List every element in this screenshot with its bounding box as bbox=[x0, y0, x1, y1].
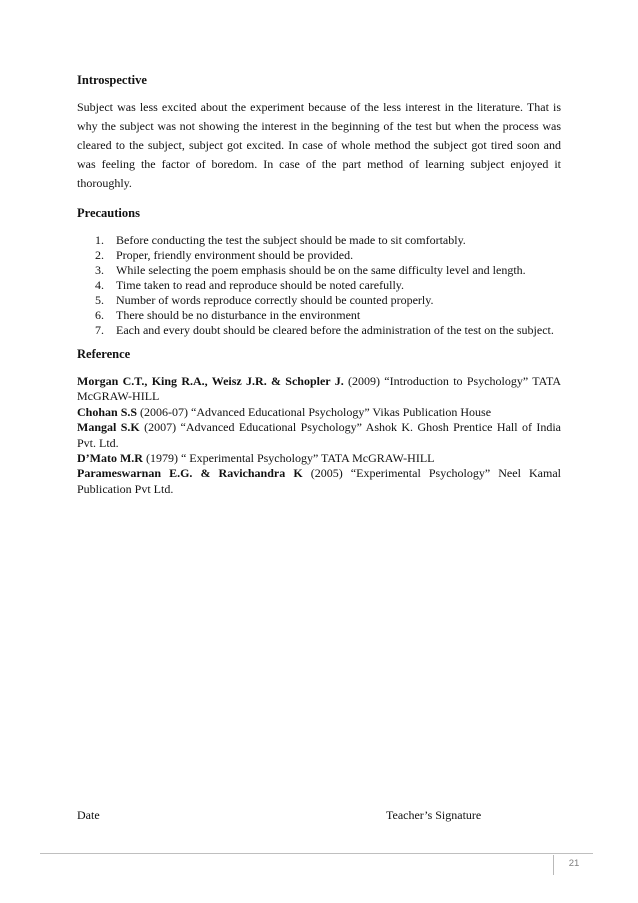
reference-heading: Reference bbox=[77, 347, 131, 361]
reference-author: Morgan C.T., King R.A., Weisz J.R. & Schopler J. bbox=[77, 374, 344, 388]
list-number: 7. bbox=[95, 323, 104, 337]
precaution-item-6 bbox=[77, 308, 561, 323]
precaution-text: Before conducting the test the subject should be made to sit comfortably. bbox=[116, 233, 466, 247]
reference-details: (2009) “Introduction to Psychology” TATA McGRAW-HILL bbox=[77, 374, 562, 404]
precaution-text: Number of words reproduce correctly should be counted properly. bbox=[116, 293, 434, 307]
reference-details: (2007) “Advanced Educational Psychology” Ashok K. Ghosh Prentice Hall of India Pvt. Ltd. bbox=[77, 420, 561, 450]
reference-details: (2006-07) “Advanced Educational Psychology” Vikas Publication House bbox=[137, 404, 492, 419]
teacher-signature-label: Teacher’s Signature bbox=[386, 808, 482, 822]
precaution-text: Time taken to read and reproduce should be noted carefully. bbox=[116, 278, 405, 292]
reference-item bbox=[77, 405, 561, 420]
reference-item bbox=[77, 466, 561, 497]
introspective-paragraph: Subject was less excited about the experiment because of the less interest in the literature. That is why the subject was not showing the interest in the beginning of the test but when the process was cleared to the subject, subject got excited. In case of whole method the subject got tired soon and was feeling the factor of boredom. In case of the part method of learning subject enjoyed it thoroughly. bbox=[77, 100, 561, 190]
reference-item bbox=[77, 451, 561, 466]
precaution-text: Each and every doubt should be cleared before the administration of the test on the subject. bbox=[116, 323, 554, 337]
precaution-item-7 bbox=[77, 323, 561, 338]
precaution-item-5 bbox=[77, 293, 561, 308]
reference-author: Parameswarnan E.G. & Ravichandra K bbox=[77, 466, 303, 481]
page-content bbox=[77, 72, 561, 497]
precaution-text: There should be no disturbance in the environment bbox=[116, 308, 361, 322]
reference-author: Mangal S.K bbox=[77, 420, 140, 435]
list-number: 5. bbox=[95, 293, 104, 307]
introspective-heading: Introspective bbox=[77, 73, 147, 87]
precaution-text: Proper, friendly environment should be provided. bbox=[116, 248, 354, 262]
reference-details: (2005) “Experimental Psychology” Neel Kamal Publication Pvt Ltd. bbox=[77, 466, 561, 496]
precaution-item-3 bbox=[77, 263, 561, 278]
precaution-text: While selecting the poem emphasis should be on the same difficulty level and length. bbox=[116, 263, 526, 277]
list-number: 3. bbox=[95, 263, 104, 277]
page-number-box bbox=[553, 855, 594, 875]
precaution-item-4 bbox=[77, 278, 561, 293]
precaution-item-2 bbox=[77, 248, 561, 263]
reference-item bbox=[77, 420, 561, 451]
precautions-list bbox=[77, 233, 561, 338]
footer-rule bbox=[40, 853, 593, 854]
list-number: 4. bbox=[95, 278, 104, 292]
precautions-heading: Precautions bbox=[77, 206, 140, 220]
reference-details: (1979) “ Experimental Psychology” TATA McGRAW-HILL bbox=[142, 451, 435, 466]
reference-list bbox=[77, 374, 561, 497]
list-number: 1. bbox=[95, 233, 104, 247]
list-number: 2. bbox=[95, 248, 104, 262]
reference-author: Chohan S.S bbox=[77, 404, 138, 419]
page-number: 21 bbox=[568, 858, 580, 869]
list-number: 6. bbox=[95, 308, 104, 322]
reference-author: D’Mato M.R bbox=[77, 451, 143, 466]
reference-item bbox=[77, 374, 561, 405]
precaution-item-1 bbox=[77, 233, 561, 248]
date-label: Date bbox=[77, 808, 100, 822]
